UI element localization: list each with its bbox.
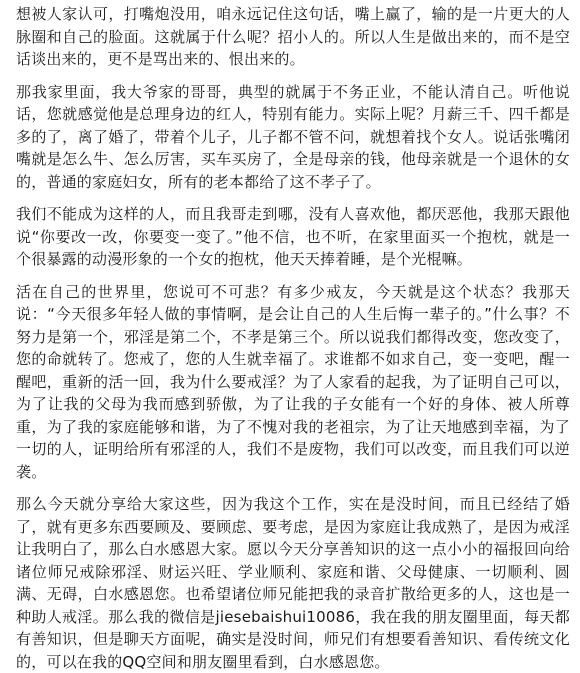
paragraph-5: 那么今天就分享给大家这些，因为我这个工作，实在是没时间，而且已经结了婚了，就有更多东西要顾及、要顾虑、要考虑，是因为家庭让我成熟了，是因为戒淫让我明白了，那么白水感恩大家。愿以今天分享善知识的这一点小小的福报回向给诸位师兄戒除邪淫、财运兴旺、学业顺利、家庭和谐、父母健康、一切顺利、圆满、无碍，白水感恩您。也希望诸位师兄能把我的录音扩散给更多的人，这也是一种助人戒淫。那么我的微信是jiesebaishui10086，我在我的朋友圈里面，每天都有善知识，但是聊天方面呢，确实是没时间，师兄们有想要看善知识、看传统文化的，可以在我的QQ空间和朋友圈里看到，白水感恩您。 [16,495,570,671]
paragraph-2: 那我家里面，我大爷家的哥哥，典型的就属于不务正业，不能认清自己。听他说话，您就感觉他是总理身边的红人，特别有能力。实际上呢？月薪三千、四千都是多的了，离了婚了，带着个儿子，儿子都不管不问，就想着找个女人。说话张嘴闭嘴就是怎么牛、怎么厉害，买车买房了，全是母亲的钱，他母亲就是一个退休的女的，普通的家庭妇女，所有的老本都给了这不孝子了。 [16,82,570,191]
paragraph-3: 我们不能成为这样的人，而且我哥走到哪，没有人喜欢他，都厌恶他，我那天跟他说“你要改一改，你要变一变了。”他不信，也不听，在家里面买一个抱枕，就是一个很暴露的动漫形象的一个女的抱枕，他天天捧着睡，是个光棍嘛。 [16,205,570,268]
paragraph-1: 想被人家认可，打嘴炮没用，咱永远记住这句话，嘴上赢了，输的是一片更大的人脉圈和自己的脸面。这就属于什么呢？招小人的。所以人生是做出来的，而不是空话谈出来的，更不是骂出来的、恨出来的。 [16,5,570,68]
paragraph-4: 活在自己的世界里，您说可不可悲？有多少戒友，今天就是这个状态？我那天说：“今天很多年轻人做的事情啊，是会让自己的人生后悔一辈子的。”什么事？不努力是第一个，邪淫是第二个，不孝是第三个。所以说我们都得改变，您改变了，您的命就转了。您戒了，您的人生就幸福了。求谁都不如求自己，变一变吧，醒一醒吧，重新的活一回，我为什么要戒淫？为了人家看的起我，为了证明自己可以，为了让我的父母为我而感到骄傲，为了让我的子女能有一个好的身体、被人所尊重，为了我的家庭能够和谐，为了不愧对我的老祖宗，为了让天地感到幸福，为了一切的人，证明给所有邪淫的人，我们不是废物，我们可以改变，而且我们可以逆袭。 [16,282,570,481]
